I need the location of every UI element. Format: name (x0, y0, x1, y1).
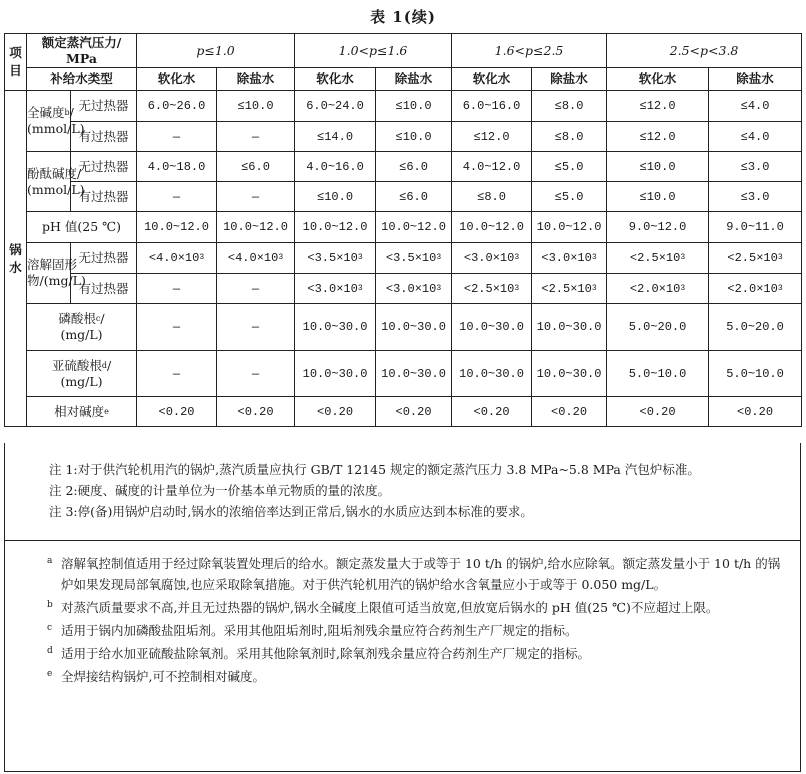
sub-label: 无过热器 (71, 91, 137, 122)
value-cell: — (217, 122, 295, 152)
value-cell: — (137, 182, 217, 212)
table-row (5, 152, 802, 182)
row-label-dissolved-solids: 溶解固形 物/(mg/L) (27, 243, 71, 304)
value-cell: ≤5.0 (532, 152, 607, 182)
table-row (5, 274, 802, 304)
table-row (5, 397, 802, 427)
value-cell: $<3.0\times 10^3$ (295, 274, 376, 304)
row-label-relative-alkalinity: 相对碱度$^e$ (27, 397, 137, 427)
table-row (5, 122, 802, 152)
value-cell: ≤3.0 (709, 182, 802, 212)
note-line: 注 2:硬度、碱度的计量单位为一价基本单元物质的量的浓度。 (49, 483, 391, 498)
value-cell: ≤10.0 (607, 182, 709, 212)
water-type: 软化水 (607, 68, 709, 91)
value-cell: 6.0~26.0 (137, 91, 217, 122)
value-cell: $<2.0\times 10^3$ (607, 274, 709, 304)
value-cell: 10.0~30.0 (295, 351, 376, 397)
row-label-sulfite: 亚硫酸根$^d$/ (mg/L) (27, 351, 137, 397)
value-cell: 10.0~12.0 (217, 212, 295, 243)
value-cell: ≤4.0 (709, 122, 802, 152)
row-label-ph: pH 值(25 ℃) (27, 212, 137, 243)
footnotes-section (4, 540, 801, 772)
value-cell: <0.20 (137, 397, 217, 427)
water-type: 除盐水 (709, 68, 802, 91)
sub-label: 有过热器 (71, 274, 137, 304)
footnote: d 适用于给水加亚硫酸盐除氧剂。采用其他除氧剂时,除氧剂残余量应符合药剂生产厂规定的指标。 (5, 643, 800, 664)
group-label: 锅水 (5, 91, 27, 427)
sub-label: 无过热器 (71, 243, 137, 274)
row-label-total-alkalinity: 全碱度$^b$/ (mmol/L) (27, 91, 71, 152)
value-cell: ≤12.0 (607, 91, 709, 122)
value-cell: — (217, 304, 295, 351)
value-cell: ≤8.0 (532, 91, 607, 122)
footnote-mark: c (47, 623, 53, 633)
value-cell: $<2.5\times 10^3$ (709, 243, 802, 274)
footnote: a 溶解氧控制值适用于经过除氧装置处理后的给水。额定蒸发量大于或等于 10 t/h 的锅炉,给水应除氧。额定蒸发量小于 10 t/h 的锅炉如果发现局部氧腐蚀,也应采取除氧措施。对于供汽轮机用汽的锅炉给水含氧量应小于或等于 0.050 mg/L。 (5, 553, 800, 595)
value-cell: ≤14.0 (295, 122, 376, 152)
sub-label: 有过热器 (71, 122, 137, 152)
value-cell: ≤3.0 (709, 152, 802, 182)
footnote: c 适用于锅内加磷酸盐阻垢剂。采用其他阻垢剂时,阻垢剂残余量应符合药剂生产厂规定的指标。 (5, 620, 800, 641)
water-type: 软化水 (452, 68, 532, 91)
value-cell: 10.0~30.0 (532, 351, 607, 397)
table-title: 表 1(续) (370, 8, 436, 26)
value-cell: 10.0~12.0 (452, 212, 532, 243)
value-cell: 10.0~30.0 (376, 304, 452, 351)
value-cell: — (137, 304, 217, 351)
pressure-header: 额定蒸汽压力/ MPa (27, 34, 137, 68)
value-cell: 10.0~30.0 (532, 304, 607, 351)
pressure-range: 1.6<p≤2.5 (452, 34, 607, 68)
value-cell: 6.0~24.0 (295, 91, 376, 122)
row-label-phenol-alkalinity: 酚酞碱度/ (mmol/L) (27, 152, 71, 212)
value-cell: 6.0~16.0 (452, 91, 532, 122)
value-cell: $<4.0\times 10^3$ (217, 243, 295, 274)
header-row-water-type (5, 68, 802, 91)
value-cell: — (137, 122, 217, 152)
sub-label: 有过热器 (71, 182, 137, 212)
header-row-pressure (5, 34, 802, 68)
pressure-range: 2.5<p<3.8 (607, 34, 802, 68)
value-cell: 9.0~11.0 (709, 212, 802, 243)
value-cell: ≤10.0 (607, 152, 709, 182)
value-cell: $<2.5\times 10^3$ (607, 243, 709, 274)
value-cell: 10.0~30.0 (452, 304, 532, 351)
footnote-mark: d (47, 646, 53, 656)
table-row (5, 351, 802, 397)
value-cell: — (137, 274, 217, 304)
value-cell: $<2.0\times 10^3$ (709, 274, 802, 304)
value-cell: 4.0~16.0 (295, 152, 376, 182)
value-cell: ≤6.0 (217, 152, 295, 182)
value-cell: ≤12.0 (452, 122, 532, 152)
value-cell: 10.0~30.0 (452, 351, 532, 397)
value-cell: ≤12.0 (607, 122, 709, 152)
value-cell: 4.0~12.0 (452, 152, 532, 182)
value-cell: — (137, 351, 217, 397)
value-cell: $<4.0\times 10^3$ (137, 243, 217, 274)
value-cell: ≤4.0 (709, 91, 802, 122)
table-row (5, 212, 802, 243)
value-cell: 5.0~10.0 (607, 351, 709, 397)
value-cell: <0.20 (607, 397, 709, 427)
footnote-mark: a (47, 556, 53, 566)
value-cell: $<2.5\times 10^3$ (532, 274, 607, 304)
value-cell: <0.20 (217, 397, 295, 427)
footnote: b 对蒸汽质量要求不高,并且无过热器的锅炉,锅水全碱度上限值可适当放宽,但放宽后锅水的 pH 值(25 ℃)不应超过上限。 (5, 597, 800, 618)
table-row (5, 304, 802, 351)
water-type: 除盐水 (376, 68, 452, 91)
value-cell: 9.0~12.0 (607, 212, 709, 243)
notes-section (4, 443, 801, 541)
sub-label: 无过热器 (71, 152, 137, 182)
value-cell: <0.20 (532, 397, 607, 427)
value-cell: ≤6.0 (376, 152, 452, 182)
value-cell: $<2.5\times 10^3$ (452, 274, 532, 304)
row-label-phosphate: 磷酸根$^c$/ (mg/L) (27, 304, 137, 351)
value-cell: 5.0~10.0 (709, 351, 802, 397)
water-type: 除盐水 (217, 68, 295, 91)
value-cell: $<3.0\times 10^3$ (376, 274, 452, 304)
value-cell: <0.20 (709, 397, 802, 427)
value-cell: ≤10.0 (376, 122, 452, 152)
value-cell: 10.0~30.0 (295, 304, 376, 351)
value-cell: $<3.5\times 10^3$ (376, 243, 452, 274)
table-row (5, 91, 802, 122)
value-cell: $<3.0\times 10^3$ (532, 243, 607, 274)
value-cell: 5.0~20.0 (607, 304, 709, 351)
water-type: 软化水 (137, 68, 217, 91)
note-line: 注 3:停(备)用锅炉启动时,锅水的浓缩倍率达到正常后,锅水的水质应达到本标准的要求。 (49, 504, 533, 519)
value-cell: ≤8.0 (532, 122, 607, 152)
water-quality-table (4, 33, 802, 427)
footnote-mark: e (47, 669, 53, 679)
pressure-range: 1.0<p≤1.6 (295, 34, 452, 68)
value-cell: <0.20 (376, 397, 452, 427)
value-cell: ≤10.0 (376, 91, 452, 122)
makeup-header: 补给水类型 (27, 68, 137, 91)
water-type: 软化水 (295, 68, 376, 91)
value-cell: — (217, 274, 295, 304)
value-cell: ≤10.0 (295, 182, 376, 212)
table-row (5, 243, 802, 274)
value-cell: $<3.5\times 10^3$ (295, 243, 376, 274)
value-cell: ≤10.0 (217, 91, 295, 122)
value-cell: 10.0~12.0 (295, 212, 376, 243)
value-cell: 4.0~18.0 (137, 152, 217, 182)
value-cell: $<3.0\times 10^3$ (452, 243, 532, 274)
value-cell: — (217, 351, 295, 397)
value-cell: 10.0~12.0 (376, 212, 452, 243)
value-cell: <0.20 (295, 397, 376, 427)
pressure-range: p≤1.0 (137, 34, 295, 68)
value-cell: 10.0~12.0 (532, 212, 607, 243)
note-line: 注 1:对于供汽轮机用汽的锅炉,蒸汽质量应执行 GB/T 12145 规定的额定蒸汽压力 3.8 MPa~5.8 MPa 汽包炉标准。 (49, 462, 700, 477)
value-cell: <0.20 (452, 397, 532, 427)
water-type: 除盐水 (532, 68, 607, 91)
table-row (5, 182, 802, 212)
value-cell: ≤6.0 (376, 182, 452, 212)
footnote-mark: b (47, 600, 53, 610)
value-cell: — (217, 182, 295, 212)
value-cell: ≤5.0 (532, 182, 607, 212)
value-cell: 5.0~20.0 (709, 304, 802, 351)
value-cell: ≤8.0 (452, 182, 532, 212)
value-cell: 10.0~30.0 (376, 351, 452, 397)
footnote: e 全焊接结构锅炉,可不控制相对碱度。 (5, 666, 800, 687)
value-cell: 10.0~12.0 (137, 212, 217, 243)
item-header: 项目 (5, 34, 27, 91)
